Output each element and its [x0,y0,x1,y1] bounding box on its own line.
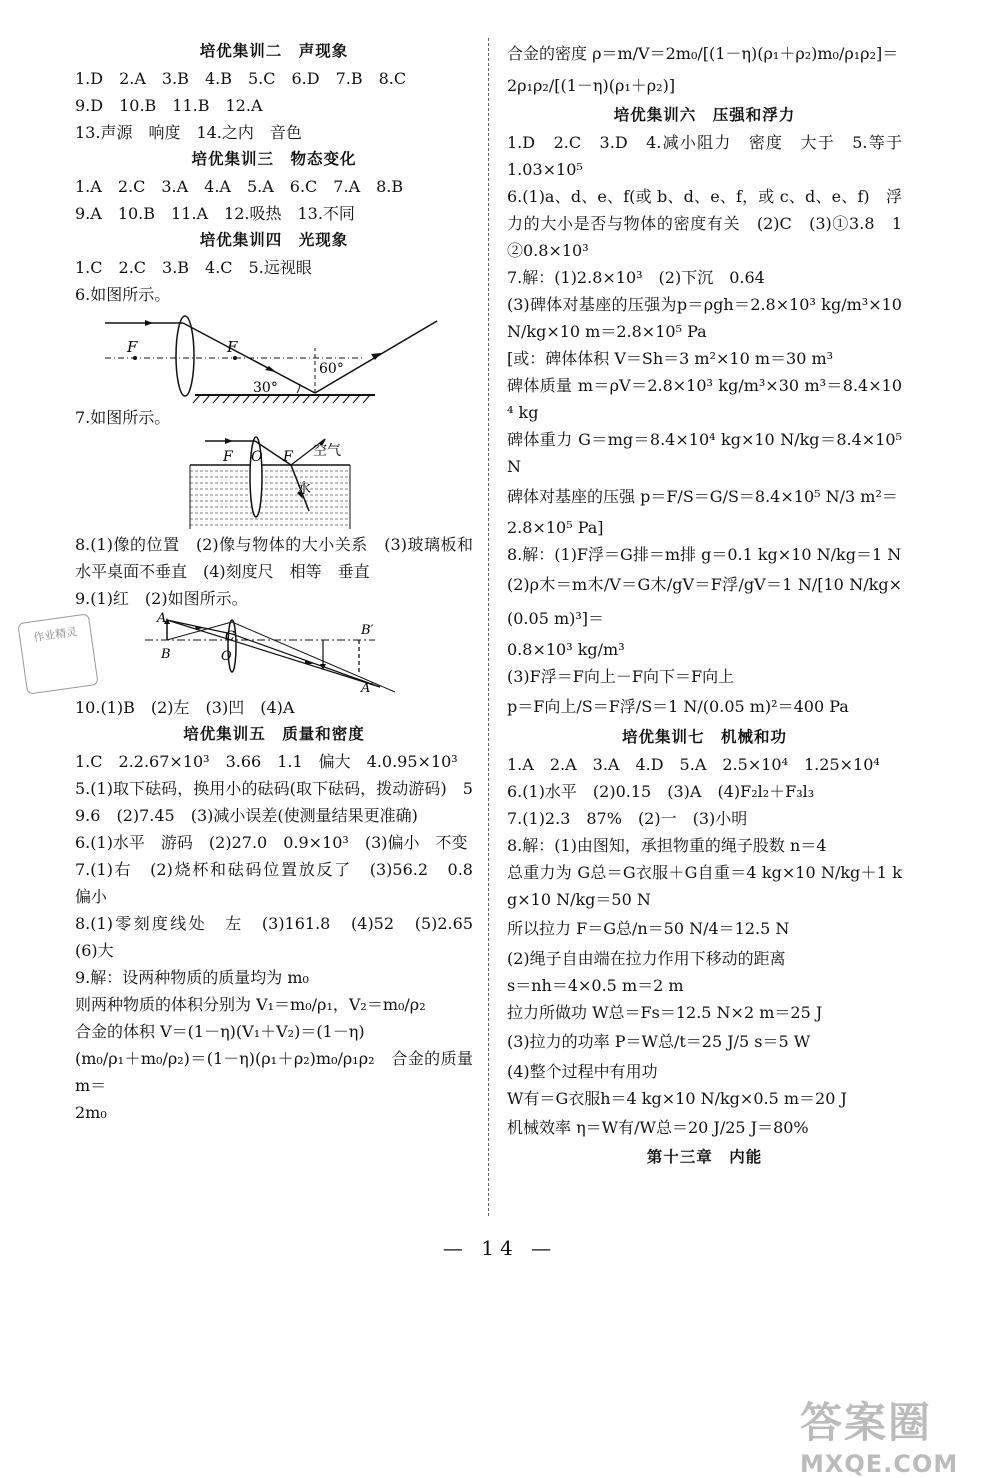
answer-line: 8.解：(1)由图知，承担物重的绳子股数 n＝4 [507,836,827,855]
stamp-logo [17,613,98,694]
answer-line: [或：碑体体积 V＝Sh＝3 m²×10 m＝30 m³ [507,349,834,368]
watermark [800,1390,980,1478]
watermark-bottom: MXQE.COM [800,1450,959,1478]
convex-lens-image-diagram [75,612,473,694]
watermark-top: 答案圈 [800,1398,933,1447]
section-title-7: 培优集训七 机械和功 [621,728,787,746]
chapter-title-13: 第十三章 内能 [646,1148,763,1166]
answer-line: 碑体重力 G＝mg＝8.4×10⁴ kg×10 N/kg＝8.4×10⁵ N [507,430,902,476]
object-bottom-label: B [161,647,171,662]
answer-line: 1.C 2.C 3.B 4.C 5.远视眼 [75,258,312,277]
answer-line: 所以拉力 F＝G总/n＝50 N/4＝12.5 N [507,919,790,938]
answer-line: (2)绳子自由端在拉力作用下移动的距离 [507,949,786,968]
focus-label-right: F [227,338,238,356]
answer-line: 8.(1)像的位置 (2)像与物体的大小关系 (3)玻璃板和水平桌面不垂直 (4)刻度尺 相等 垂直 [75,535,473,581]
answer-line: 6.如图所示。 [75,285,171,304]
answer-line: (3)F浮＝F向上－F向下＝F向上 [507,667,735,686]
section-title-6: 培优集训六 压强和浮力 [613,106,796,124]
column-divider [488,38,489,1216]
angle-label-60: 60° [319,361,344,377]
answer-line: 1.C 2.2.67×10³ 3.66 1.1 偏大 4.0.95×10³ [75,752,458,771]
answer-line: 1.D 2.C 3.D 4.减小阻力 密度 大于 5.等于 1.03×10⁵ [507,133,919,179]
answer-line: 2m₀ [75,1103,107,1122]
answer-line: (3)拉力的功率 P＝W总/t＝25 J/5 s＝5 W [507,1032,811,1051]
answer-line: 9.(1)红 (2)如图所示。 [75,589,248,608]
answer-line: 机械效率 η＝W有/W总＝20 J/25 J＝80% [507,1118,809,1137]
focus-label-left: F [223,449,233,465]
optical-center-label: O [221,649,232,664]
answer-line: 1.A 2.A 3.A 4.D 5.A 2.5×10⁴ 1.25×10⁴ [507,755,880,774]
answer-line: (2)ρ木＝m木/V＝G木/gV＝F浮/gV＝1 N/[10 N/kg×(0.05 m)³]＝ [507,575,902,628]
answer-line: 9.D 10.B 11.B 12.A [75,96,263,115]
section-title-5: 培优集训五 质量和密度 [183,725,365,743]
answer-line: 2.8×10⁵ Pa] [507,518,604,537]
figure-lens-water [75,431,473,531]
answer-line: 0.8×10³ kg/m³ [507,640,625,659]
stamp-text: 作业精灵 [32,625,78,645]
page-number: — 14 — [442,1236,558,1260]
optical-center-label: O [251,449,263,465]
answer-line: 7.(1)2.3 87% (2)一 (3)小明 [507,809,748,828]
air-label: 空气 [313,443,341,459]
angle-label-30: 30° [253,380,278,396]
answer-line: W有＝G衣服h＝4 kg×10 N/kg×0.5 m＝20 J [507,1089,847,1108]
image-top-label: A′ [361,681,374,694]
answer-line: 碑体对基座的压强 p＝F/S＝G/S＝8.4×10⁵ N/3 m²＝ [507,487,898,506]
right-column [507,38,919,1171]
answer-line: 1.D 2.A 3.B 4.B 5.C 6.D 7.B 8.C [75,69,407,88]
section-title-4: 培优集训四 光现象 [199,231,349,249]
answer-line: 8.解：(1)F浮＝G排＝m排 g＝0.1 kg×10 N/kg＝1 N [507,545,902,564]
answer-line: p＝F向上/S＝F浮/S＝1 N/(0.05 m)²＝400 Pa [507,697,849,716]
water-label: 水 [297,481,311,497]
lens-point-label-c: C [225,629,235,644]
image-bottom-label: B′ [361,623,374,638]
answer-line: s＝nh＝4×0.5 m＝2 m [507,976,684,995]
answer-line: 7.解：(1)2.8×10³ (2)下沉 0.64 [507,268,765,287]
answer-line: 7.(1)右 (2)烧杯和砝码位置放反了 (3)56.2 0.8 偏小 [75,860,490,906]
answer-line: 8.(1)零刻度线处 左 (3)161.8 (4)52 (5)2.65 (6)大 [75,914,490,960]
answer-line: 合金的体积 V＝(1－η)(V₁＋V₂)＝(1－η) [75,1022,365,1041]
figure-lens-mirror [75,308,473,404]
answer-line: 6.(1)水平 (2)0.15 (3)A (4)F₂l₂＋F₃l₃ [507,782,815,801]
focus-label-left: F [127,338,138,356]
lens-mirror-diagram [75,308,473,404]
answer-line: (3)碑体对基座的压强为p＝ρgh＝2.8×10³ kg/m³×10 N/kg×10 m＝2.8×10⁵ Pa [507,295,902,341]
answer-line: 则两种物质的体积分别为 V₁＝m₀/ρ₁，V₂＝m₀/ρ₂ [75,995,426,1014]
figure-convex-lens-image [75,612,473,694]
answer-line: 6.(1)a、d、e、f(或 b、d、e、f，或 c、d、e、f) 浮力的大小是否与物体的密度有关 (2)C (3)①3.8 1 ②0.8×10³ [507,187,919,260]
answer-line: 拉力所做功 W总＝Fs＝12.5 N×2 m＝25 J [507,1003,823,1022]
answer-line: 总重力为 G总＝G衣服＋G自重＝4 kg×10 N/kg＋1 kg×10 N/kg＝50 N [507,863,902,909]
answer-line: 碑体质量 m＝ρV＝2.8×10³ kg/m³×30 m³＝8.4×10⁴ kg [507,376,902,422]
answer-line: (4)整个过程中有用功 [507,1062,658,1081]
answer-line: 合金的密度 ρ＝m/V＝2m₀/[(1－η)(ρ₁＋ρ₂)m₀/ρ₁ρ₂]＝ [507,44,899,63]
section-title-3: 培优集训三 物态变化 [191,150,357,168]
left-column [75,38,490,1126]
answer-line: 5.(1)取下砝码，换用小的砝码(取下砝码，拨动游码) 59.6 (2)7.45 (3)减小误差(使测量结果更准确) [75,779,473,825]
answer-line: 6.(1)水平 游码 (2)27.0 0.9×10³ (3)偏小 不变 [75,833,468,852]
answer-line: 9.解：设两种物质的质量均为 m₀ [75,968,309,987]
answer-line: 7.如图所示。 [75,408,171,427]
object-top-label: A [157,612,167,626]
answer-line: 2ρ₁ρ₂/[(1－η)(ρ₁＋ρ₂)] [507,76,676,95]
lens-water-diagram [75,431,473,531]
focus-label-right: F [283,449,293,465]
answer-line: 13.声源 响度 14.之内 音色 [75,123,302,142]
section-title-2: 培优集训二 声现象 [199,42,349,60]
answer-line: 10.(1)B (2)左 (3)凹 (4)A [75,698,295,717]
answer-line: 9.A 10.B 11.A 12.吸热 13.不同 [75,204,355,223]
answer-line: (m₀/ρ₁＋m₀/ρ₂)＝(1－η)(ρ₁＋ρ₂)m₀/ρ₁ρ₂ 合金的质量 m＝ [75,1049,473,1095]
answer-line: 1.A 2.C 3.A 4.A 5.A 6.C 7.A 8.B [75,177,404,196]
